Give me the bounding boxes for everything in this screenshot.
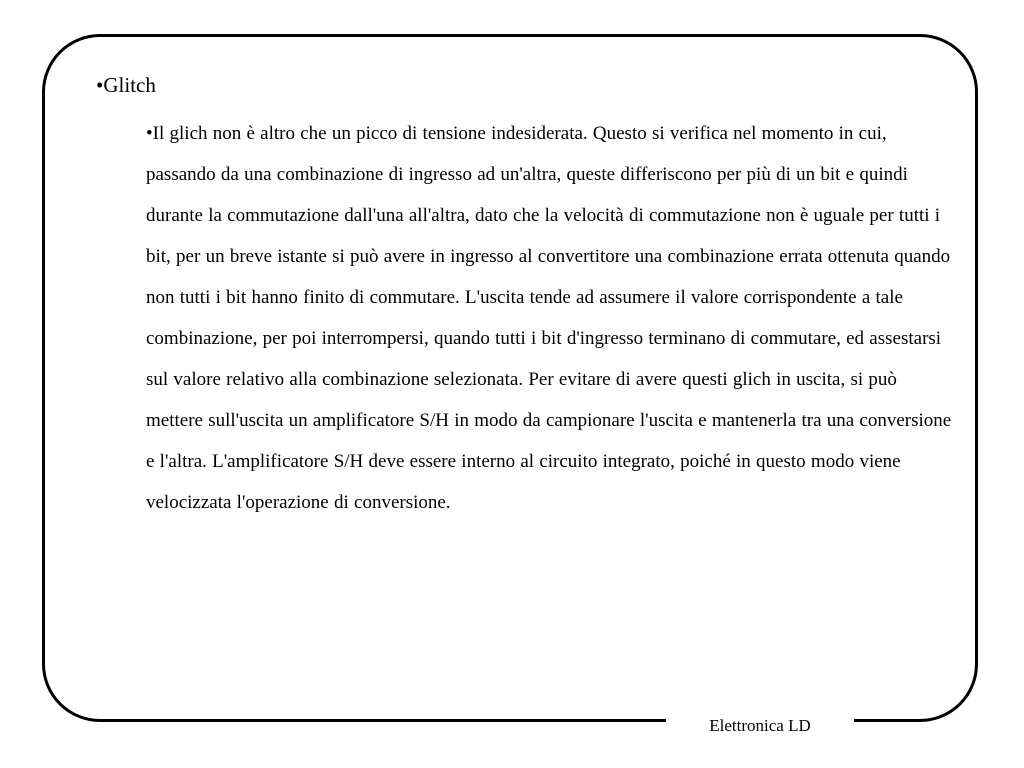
slide-heading <box>96 71 156 99</box>
body-bullet: • <box>146 123 153 144</box>
footer-label: Elettronica LD <box>709 716 811 735</box>
body-paragraph <box>146 113 952 523</box>
body-text: Il glich non è altro che un picco di tensione indesiderata. Questo si verifica nel momento in cui, passando da una combinazione di ingresso ad un'altra, queste differiscono per più di un bit e quindi durante la commutazione dall'una all'altra, dato che la velocità di commutazione non è uguale per tutti i bit, per un breve istante si può avere in ingresso al convertitore una combinazione errata ottenuta quando non tutti i bit hanno finito di commutare. L'uscita tende ad assumere il valore corrispondente a tale combinazione, per poi interrompersi, quando tutti i bit d'ingresso terminano di commutare, ed assestarsi sul valore relativo alla combinazione selezionata. Per evitare di avere questi glich in uscita, si può mettere sull'uscita un amplificatore S/H in modo da campionare l'uscita e mantenerla tra una conversione e l'altra. L'amplificatore S/H deve essere interno al circuito integrato, poiché in questo modo viene velocizzata l'operazione di conversione. <box>146 123 952 513</box>
heading-text: Glitch <box>103 73 156 97</box>
heading-bullet: • <box>96 73 104 97</box>
